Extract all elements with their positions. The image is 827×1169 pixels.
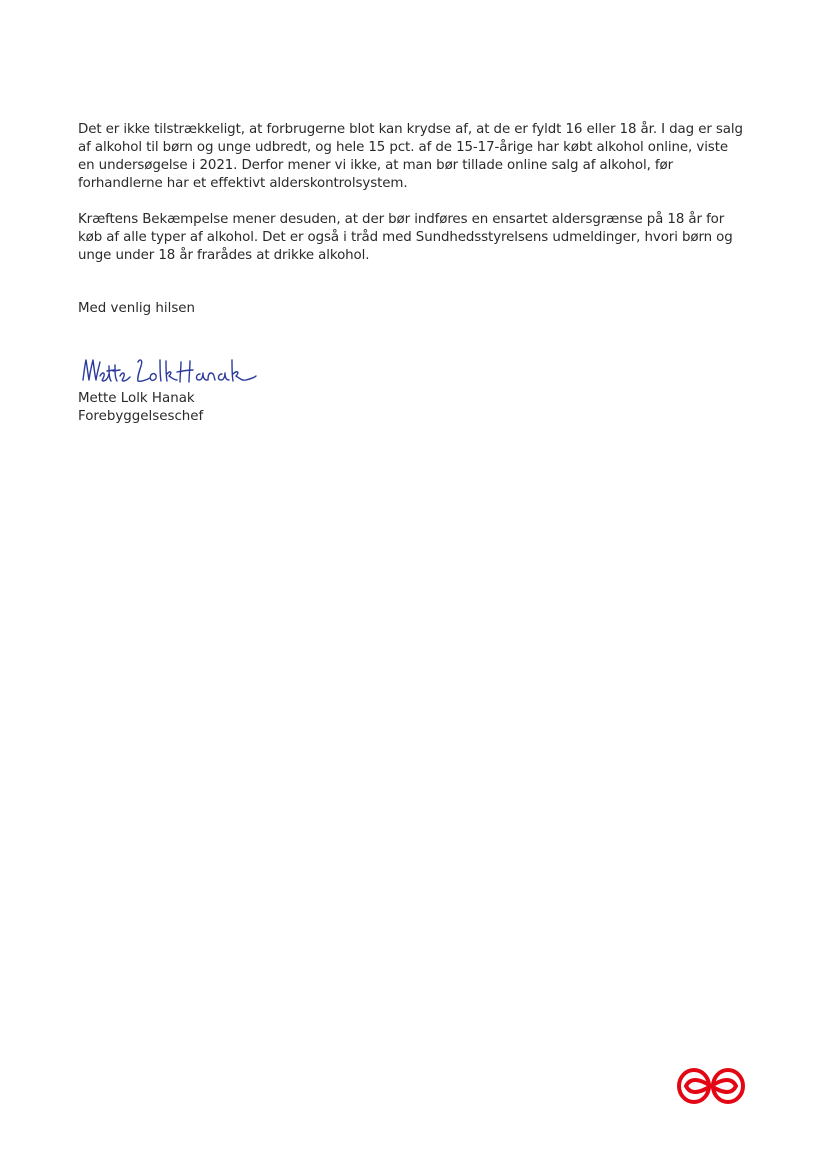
signer-name: Mette Lolk Hanak bbox=[78, 391, 195, 406]
paragraph-age-limit: Kræftens Bekæmpelse mener desuden, at der bør indføres en ensartet aldersgrænse på 18 år for køb af alle typer af alkohol. Det er også i tråd med Sundhedsstyrelsens udmeldinger, hvori børn og unge under 18 år frarådes at drikke alkohol. bbox=[78, 212, 733, 263]
signer-block bbox=[78, 390, 203, 426]
paragraph-age-verification: Det er ikke tilstrækkeligt, at forbrugerne blot kan krydse af, at de er fyldt 16 eller 18 år. I dag er salg af alkohol til børn og unge udbredt, og hele 15 pct. af de 15-17-årige har købt alkohol online, viste en undersøgelse i 2021. Derfor mener vi ikke, at man bør tillade online salg af alkohol, før forhandlerne har et effektivt alderskontrolsystem. bbox=[78, 122, 743, 191]
letter-body bbox=[78, 121, 746, 318]
signer-title: Forebyggelseschef bbox=[78, 409, 204, 424]
handwritten-signature bbox=[80, 352, 290, 390]
closing-greeting: Med venlig hilsen bbox=[78, 301, 196, 316]
infinity-logo-icon bbox=[676, 1066, 746, 1106]
